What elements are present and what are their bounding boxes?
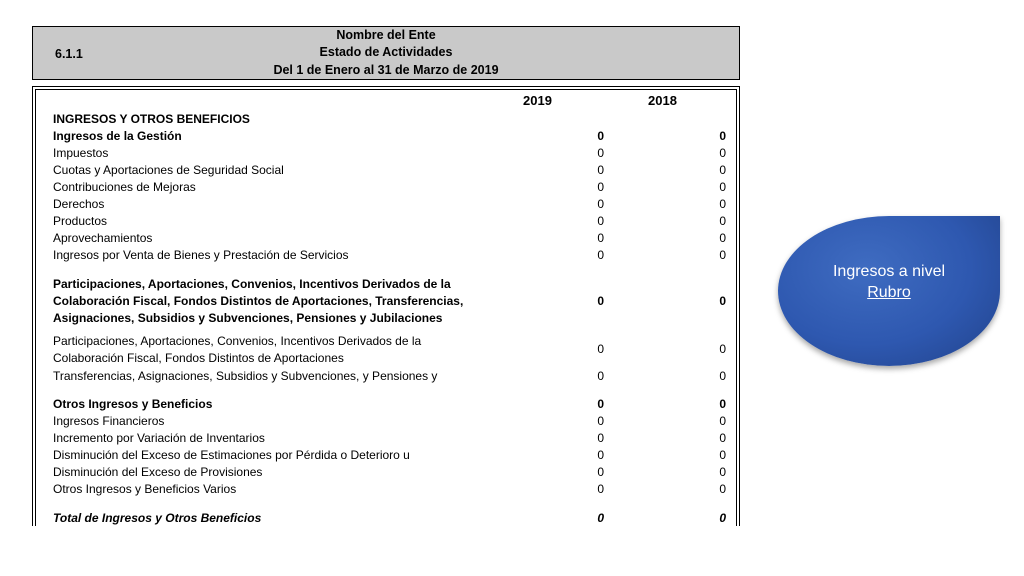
- row-value-2019: 0: [597, 369, 604, 383]
- row-value-2018: 0: [719, 231, 726, 245]
- row-label: Ingresos Financieros: [53, 414, 165, 428]
- row-label: Otros Ingresos y Beneficios: [53, 397, 213, 411]
- row-label: Contribuciones de Mejoras: [53, 180, 196, 194]
- row-label: Productos: [53, 214, 108, 228]
- callout-text: [778, 261, 1000, 303]
- row-label-line: Colaboración Fiscal, Fondos Distintos de Aportaciones: [53, 351, 344, 365]
- row-value-2019: 0: [597, 129, 604, 143]
- statement-table: [32, 86, 740, 526]
- row-value-2019: 0: [597, 482, 604, 496]
- row-value-2018: 0: [719, 180, 726, 194]
- row-value-2019: 0: [597, 180, 604, 194]
- row-label-line: Colaboración Fiscal, Fondos Distintos de Aportaciones, Transferencias,: [53, 294, 464, 308]
- row-value-2018: 0: [719, 397, 726, 411]
- row-value-2018: 0: [719, 482, 726, 496]
- row-value-2019: 0: [597, 511, 604, 525]
- row-value-2018: 0: [719, 248, 726, 262]
- row-label: Total de Ingresos y Otros Beneficios: [53, 511, 262, 525]
- row-value-2018: 0: [719, 129, 726, 143]
- row-value-2019: 0: [597, 214, 604, 228]
- row-value-2018: 0: [719, 511, 726, 525]
- row-value-2019: 0: [597, 465, 604, 479]
- row-value-2019: 0: [597, 197, 604, 211]
- row-value-2018: 0: [719, 465, 726, 479]
- statement-code: 6.1.1: [55, 47, 83, 61]
- row-value-2019: 0: [597, 431, 604, 445]
- row-value-2018: 0: [719, 146, 726, 160]
- row-label: Derechos: [53, 197, 105, 211]
- row-value-2019: 0: [597, 448, 604, 462]
- row-value-2018: 0: [719, 369, 726, 383]
- row-label: Cuotas y Aportaciones de Seguridad Social: [53, 163, 284, 177]
- statement-title: Estado de Actividades: [319, 45, 453, 59]
- row-value-2019: 0: [597, 342, 604, 356]
- row-label: Ingresos por Venta de Bienes y Prestación de Servicios: [53, 248, 349, 262]
- row-value-2019: 0: [597, 294, 604, 308]
- row-value-2019: 0: [597, 231, 604, 245]
- row-label-line: Participaciones, Aportaciones, Convenios, Incentivos Derivados de la: [53, 334, 422, 348]
- row-label: Otros Ingresos y Beneficios Varios: [53, 482, 237, 496]
- row-value-2018: 0: [719, 448, 726, 462]
- row-value-2018: 0: [719, 431, 726, 445]
- row-value-2018: 0: [719, 342, 726, 356]
- row-value-2019: 0: [597, 248, 604, 262]
- row-value-2018: 0: [719, 294, 726, 308]
- entity-name: Nombre del Ente: [336, 28, 436, 42]
- statement-period: Del 1 de Enero al 31 de Marzo de 2019: [273, 63, 499, 77]
- row-value-2018: 0: [719, 163, 726, 177]
- row-value-2019: 0: [597, 146, 604, 160]
- callout-bubble: [778, 216, 1000, 366]
- row-value-2018: 0: [719, 197, 726, 211]
- callout-line-1: Ingresos a nivel: [832, 263, 946, 280]
- row-label: Disminución del Exceso de Provisiones: [53, 465, 263, 479]
- row-value-2018: 0: [719, 214, 726, 228]
- statement-header: [32, 26, 740, 80]
- row-value-2019: 0: [597, 397, 604, 411]
- section-title-label: INGRESOS Y OTROS BENEFICIOS: [53, 112, 250, 126]
- row-label-line: Participaciones, Aportaciones, Convenios, Incentivos Derivados de la: [53, 277, 451, 291]
- row-label: Disminución del Exceso de Estimaciones por Pérdida o Deterioro u: [53, 448, 410, 462]
- column-header-2019: 2019: [523, 93, 552, 108]
- column-header-2018: 2018: [648, 93, 677, 108]
- row-label-line: Asignaciones, Subsidios y Subvenciones, Pensiones y Jubilaciones: [53, 311, 443, 325]
- row-label: Impuestos: [53, 146, 109, 160]
- row-label: Aprovechamientos: [53, 231, 153, 245]
- callout-line-2-link[interactable]: Rubro: [867, 284, 911, 301]
- row-label: Incremento por Variación de Inventarios: [53, 431, 265, 445]
- row-value-2019: 0: [597, 163, 604, 177]
- row-value-2018: 0: [719, 414, 726, 428]
- row-label: Transferencias, Asignaciones, Subsidios y Subvenciones, y Pensiones y: [53, 369, 438, 383]
- row-value-2019: 0: [597, 414, 604, 428]
- row-label: Ingresos de la Gestión: [53, 129, 182, 143]
